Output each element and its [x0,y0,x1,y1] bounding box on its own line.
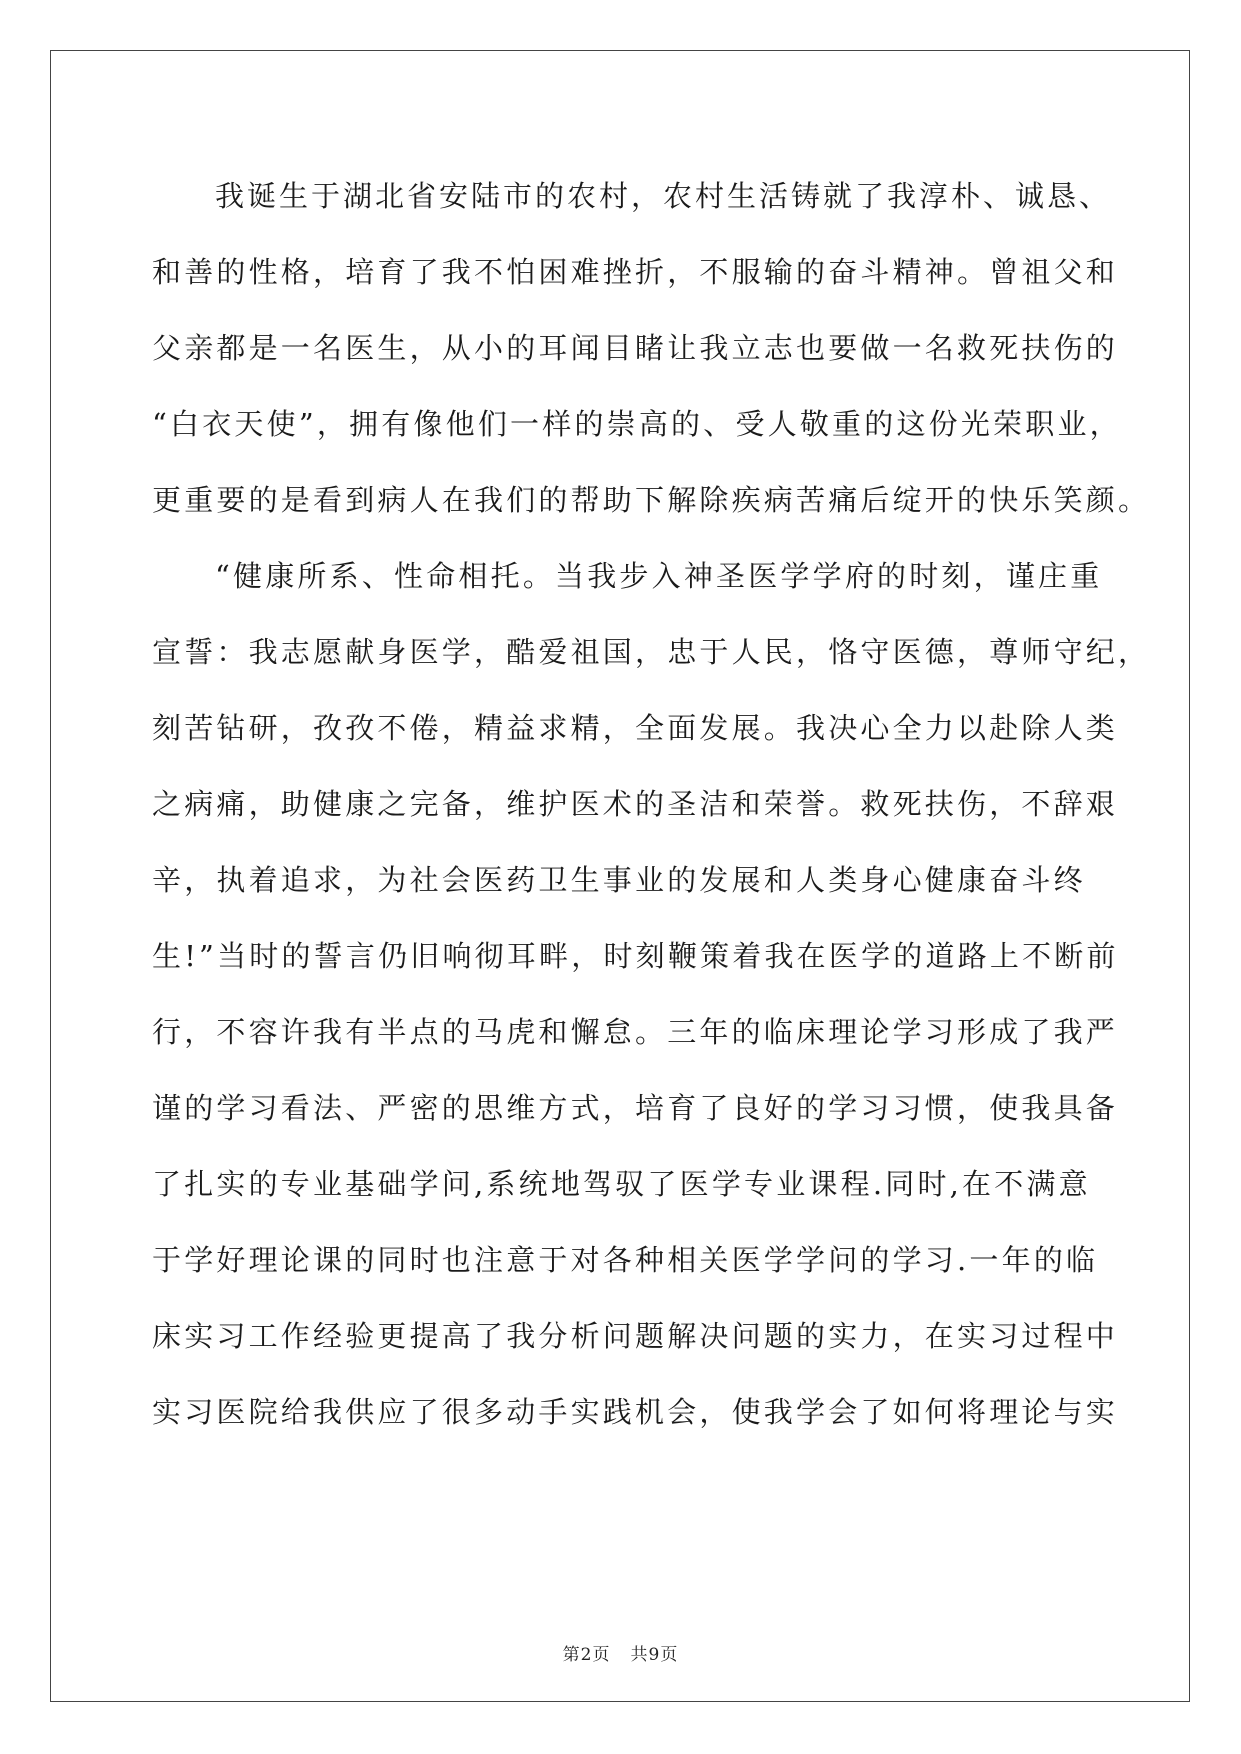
text-line: 行，不容许我有半点的马虎和懈怠。三年的临床理论学习形成了我严 [152,1015,1119,1049]
text-line: 实习医院给我供应了很多动手实践机会，使我学会了如何将理论与实 [152,1395,1119,1429]
text-line: 我诞生于湖北省安陆市的农村，农村生活铸就了我淳朴、诚恳、 [215,179,1112,213]
text-line: 之病痛，助健康之完备，维护医术的圣洁和荣誉。救死扶伤，不辞艰 [152,787,1119,821]
page-number-total: 共9页 [630,1645,679,1665]
text-line: 了扎实的专业基础学问,系统地驾驭了医学专业课程.同时,在不满意 [152,1167,1091,1201]
text-line: “白衣天使”，拥有像他们一样的崇高的、受人敬重的这份光荣职业， [152,407,1122,441]
text-line: 生!”当时的誓言仍旧响彻耳畔，时刻鞭策着我在医学的道路上不断前 [152,939,1119,973]
text-line: 更重要的是看到病人在我们的帮助下解除疾病苦痛后绽开的快乐笑颜。 [152,483,1151,517]
text-line: “健康所系、性命相托。当我步入神圣医学学府的时刻，谨庄重 [215,559,1103,593]
text-line: 刻苦钻研，孜孜不倦，精益求精，全面发展。我决心全力以赴除人类 [152,711,1119,745]
text-line: 床实习工作经验更提高了我分析问题解决问题的实力，在实习过程中 [152,1319,1119,1353]
text-line: 于学好理论课的同时也注意于对各种相关医学学问的学习.一年的临 [152,1243,1099,1277]
text-line: 辛，执着追求，为社会医药卫生事业的发展和人类身心健康奋斗终 [152,863,1086,897]
text-line: 谨的学习看法、严密的思维方式，培育了良好的学习习惯，使我具备 [152,1091,1119,1125]
text-line: 和善的性格，培育了我不怕困难挫折，不服输的奋斗精神。曾祖父和 [152,255,1119,289]
page-footer [0,1640,1241,1665]
text-line: 宣誓：我志愿献身医学，酷爱祖国，忠于人民，恪守医德，尊师守纪， [152,635,1151,669]
text-line: 父亲都是一名医生，从小的耳闻目睹让我立志也要做一名救死扶伤的 [152,331,1119,365]
document-body [152,158,1151,1450]
page-number-current: 第2页 [562,1645,611,1665]
